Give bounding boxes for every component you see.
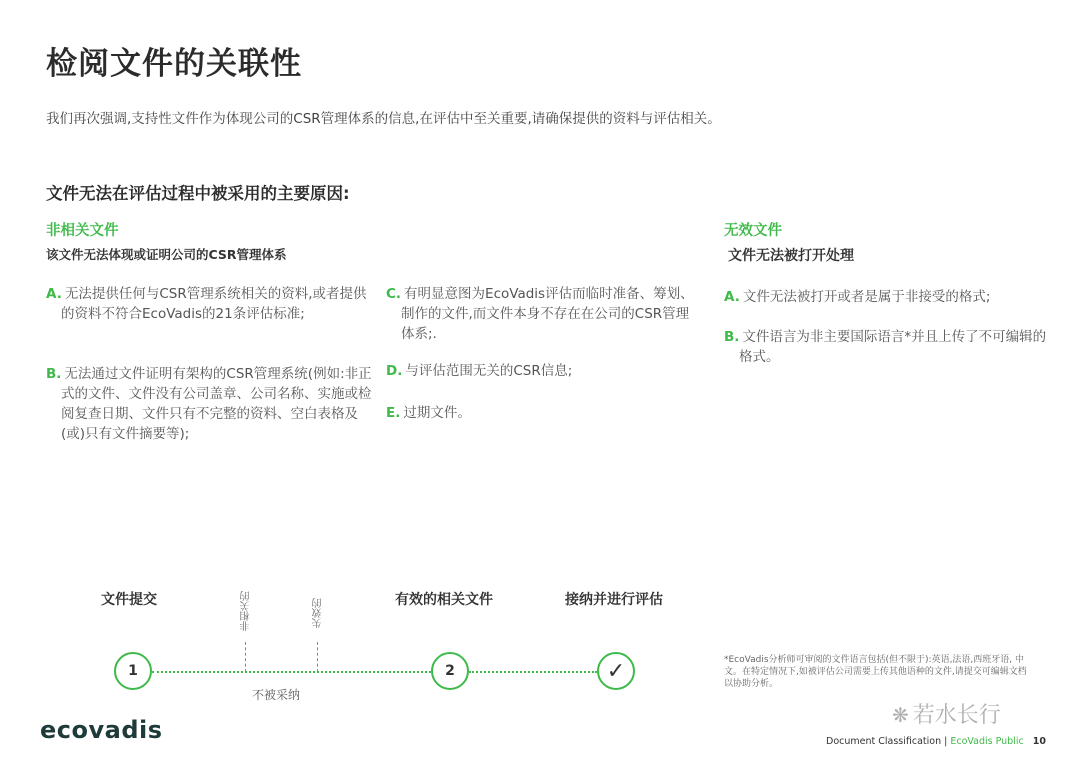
irrelevant-heading: 非相关文件: [46, 223, 119, 239]
flow-line-1: [152, 671, 431, 673]
chat-bubble-icon: ❋: [892, 703, 909, 727]
item-letter: D.: [386, 363, 403, 379]
invalid-heading: 无效文件: [724, 223, 782, 239]
invalid-item-b: [724, 327, 1059, 367]
irrelevant-item-a: [46, 284, 379, 324]
item-text: 过期文件。: [403, 405, 471, 421]
branch-line-irrelevant: [245, 642, 246, 672]
flow-line-2: [469, 671, 597, 673]
item-letter: A.: [46, 286, 62, 302]
item-letter: C.: [386, 286, 402, 302]
item-text: 无法提供任何与CSR管理系统相关的资料,或者提供的资料不符合EcoVadis的21条评估标准;: [61, 286, 367, 322]
footnote: *EcoVadis分析师可审阅的文件语言包括(但不限于):英语,法语,西班牙语, 中文。在特定情况下,如被评估公司需要上传其他语种的文件,请提交可编辑文档以协助分析。: [724, 655, 1027, 689]
step2-circle: [431, 652, 469, 690]
irrelevant-subheading: 该文件无法体现或证明公司的CSR管理体系: [46, 247, 287, 262]
item-letter: B.: [724, 329, 740, 345]
invalid-item-a: [724, 287, 1059, 307]
irrelevant-item-d: [386, 361, 701, 381]
item-letter: E.: [386, 405, 401, 421]
step1-circle: [114, 652, 152, 690]
watermark: [892, 698, 1001, 729]
item-text: 文件语言为非主要国际语言*并且上传了不可编辑的格式。: [739, 329, 1047, 365]
irrelevant-item-b: [46, 364, 379, 444]
footer: [826, 736, 1046, 747]
page-title: 检阅文件的关联性: [46, 46, 302, 82]
section-heading: 文件无法在评估过程中被采用的主要原因:: [46, 184, 350, 203]
irrelevant-item-e: [386, 403, 701, 423]
irrelevant-item-c: [386, 284, 701, 344]
item-text: 文件无法被打开或者是属于非接受的格式;: [742, 289, 991, 305]
watermark-text: 若水长行: [912, 703, 1001, 728]
page-number: 10: [1032, 736, 1046, 747]
invalid-subheading: 文件无法被打开处理: [728, 248, 854, 264]
branch-label-invalid: 失效的: [313, 598, 324, 628]
item-letter: B.: [46, 366, 62, 382]
step1-label: 文件提交: [101, 592, 157, 608]
branch-line-invalid: [317, 642, 318, 672]
footer-public: EcoVadis Public: [950, 736, 1024, 747]
step2-number: 2: [445, 663, 455, 679]
footer-classification: Document Classification |: [826, 736, 951, 747]
item-text: 无法通过文件证明有架构的CSR管理系统(例如:非正式的文件、文件没有公司盖章、公司名称、实施或检阅复查日期、文件只有不完整的资料、空白表格及(或)只有文件摘要等);: [61, 366, 372, 442]
ecovadis-logo: ecovadis: [40, 716, 163, 744]
step2-label: 有效的相关文件: [395, 592, 493, 608]
step3-circle: [597, 652, 635, 690]
intro-text: 我们再次强调,支持性文件作为体现公司的CSR管理体系的信息,在评估中至关重要,请确保提供的资料与评估相关。: [46, 111, 721, 127]
step3-label: 接纳并进行评估: [565, 592, 663, 608]
item-text: 与评估范围无关的CSR信息;: [405, 363, 573, 379]
step1-number: 1: [128, 663, 138, 679]
rejected-label: 不被采纳: [252, 688, 301, 702]
check-icon: ✓: [606, 658, 626, 684]
item-letter: A.: [724, 289, 740, 305]
branch-label-irrelevant: 非相关的: [241, 591, 252, 631]
item-text: 有明显意图为EcoVadis评估而临时准备、筹划、制作的文件,而文件本身不存在在公司的CSR管理体系;.: [401, 286, 694, 342]
